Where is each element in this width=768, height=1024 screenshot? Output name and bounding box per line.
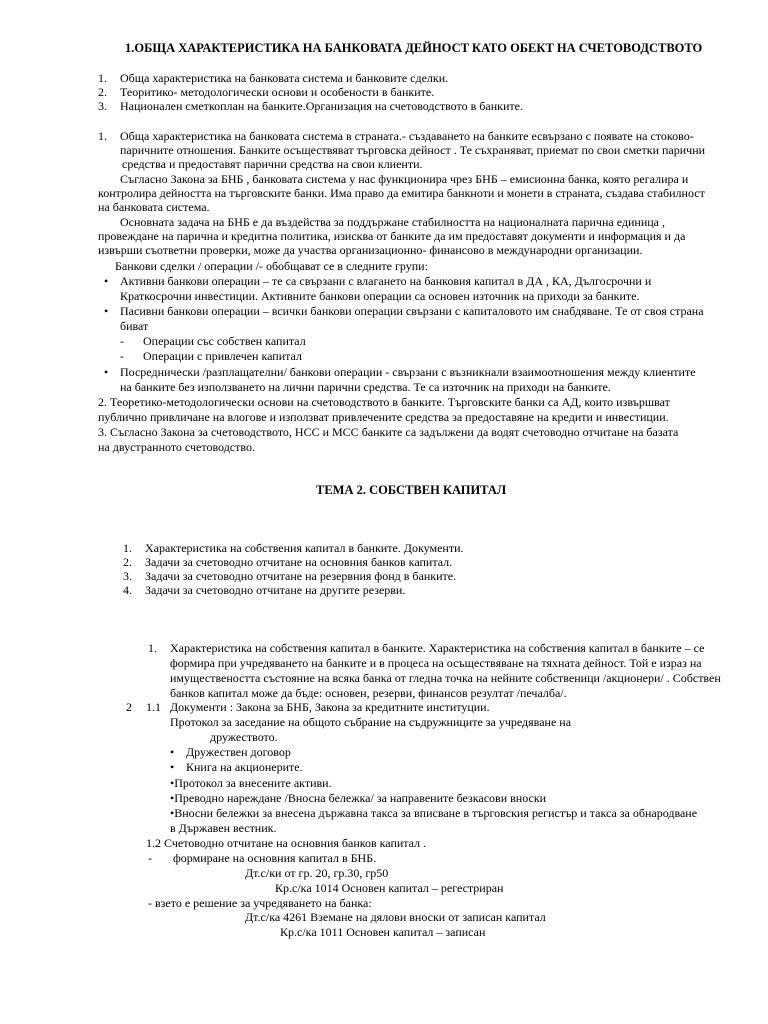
sec2-entryB1: Дт.с/ка 4261 Вземане на дялови вноски от записан капитал bbox=[245, 910, 546, 924]
sec2-dashB: - взето е решение за учредяването на банка: bbox=[148, 896, 372, 910]
sec1-bullet1-line2: Краткосрочни инвестиции. Активните банкови операции са основен източник на приходи за банките. bbox=[120, 289, 640, 303]
sec1-p2-line1: Съгласно Закона за БНБ , банковата система у нас функционира чрез БНБ – емисионна банка, която регалира и bbox=[120, 172, 689, 186]
sec2-margin-num: 2 bbox=[126, 700, 132, 714]
toc2-item-2: Задачи за счетоводно отчитане на основния банков капитал. bbox=[145, 555, 453, 569]
sec1-p6-line2: на двустранното счетоводство. bbox=[98, 440, 255, 454]
dash-glyph: - bbox=[120, 334, 124, 348]
toc2-num-1: 1. bbox=[123, 541, 132, 555]
sec2-p1-line4: банков капитал може да бъде: основен, резерви, финансов резултат /печалба/. bbox=[170, 686, 567, 700]
sec2-doc-1: • Дружествен договор bbox=[186, 745, 291, 760]
toc2-num-4: 4. bbox=[123, 583, 132, 597]
sec2-entryA2: Кр.с/ка 1014 Основен капитал – регестриран bbox=[275, 881, 504, 895]
sec1-bullet2-line2: биват bbox=[120, 319, 149, 333]
toc1-num-3: 3. bbox=[98, 99, 107, 113]
toc2-item-4: Задачи за счетоводно отчитане на другите резерви. bbox=[145, 583, 406, 597]
sec2-doc-5-line2: в Държавен вестник. bbox=[170, 821, 277, 835]
page-title: 1.ОБЩА ХАРАКТЕРИСТИКА НА БАНКОВАТА ДЕЙНОСТ КАТО ОБЕКТ НА СЧЕТОВОДСТВОТО bbox=[125, 41, 703, 55]
sec2-protocol-line1: Протокол за заседание на общото събрание на съдружниците за учредяване на bbox=[170, 715, 572, 729]
sec1-p5-line1: 2. Теоретико-методологически основи на счетоводството в банките. Търговските банки са АД, които извършват bbox=[98, 395, 670, 409]
sec1-bullet3-line1: • Посреднически /разплащателни/ банкови операции - свързани с възникнали взаимоотношения между клиентите bbox=[120, 365, 696, 380]
sec2-p1-line1: Характеристика на собствения капитал в банките. Характеристика на собствения капитал в банките – се bbox=[170, 641, 705, 655]
sec1-dash2: Операции с привлечен капитал bbox=[143, 349, 302, 363]
dash-glyph: - bbox=[148, 851, 152, 865]
sec2-doc-2: • Книга на акционерите. bbox=[186, 760, 303, 775]
sec1-bullet1-line1: • Активни банкови операции – те са свързани с влагането на банковия капитал в ДА , КА, Дългосрочни и bbox=[120, 274, 651, 289]
sec2-sub11-text: Документи : Закона за БНБ, Закона за кредитните институции. bbox=[170, 700, 490, 714]
sec2-doc-3: •Протокол за внесените активи. bbox=[170, 776, 332, 790]
sec1-p2-line2: контролира дейността на търговските банки. Има право да емитира банкноти и монети в страната, създава стабилност bbox=[98, 186, 705, 200]
toc1-num-2: 2. bbox=[98, 85, 107, 99]
sec1-num: 1. bbox=[98, 129, 107, 143]
sec2-p1-line2: формира при учредяването на банките и в процеса на осъществяване на тяхната дейност. Той е израз на bbox=[170, 656, 702, 670]
sec1-p4: Банкови сделки / операции /- обобщават се в следните групи: bbox=[115, 259, 428, 273]
sec1-p3-line3: извърши съответни проверки, може да участва организационно- финансово в международни организации. bbox=[98, 243, 643, 257]
toc2-item-3: Задачи за счетоводно отчитане на резервния фонд в банките. bbox=[145, 569, 457, 583]
dash-glyph: - bbox=[120, 349, 124, 363]
sec1-p2-line3: на банковата система. bbox=[98, 200, 210, 214]
sec1-p1-line2: паричните отношения. Банките осъществяват търговска дейност . Те съхраняват, приемат по свои сметки парични bbox=[120, 143, 706, 157]
sec2-p1-line3: имуществеността състояние на всяка банка от гледна точка на нейните собственици /акционери/ . Собствен bbox=[170, 671, 721, 685]
toc2-num-3: 3. bbox=[123, 569, 132, 583]
sec2-sub11-num: 1.1 bbox=[146, 700, 161, 714]
sec1-p3-line1: Основната задача на БНБ е да въздейства за поддържане стабилността на националната парична единица , bbox=[120, 215, 665, 229]
sec1-p1-line1: Обща характеристика на банковата система в страната.- създаването на банките есвързано с появате на стоково- bbox=[120, 129, 694, 143]
sec2-entryB2: Кр.с/ка 1011 Основен капитал – записан bbox=[280, 925, 486, 939]
sec2-protocol-line2: дружеството. bbox=[210, 730, 278, 744]
sec2-doc-5-line1: •Вносни бележки за внесена държавна такса за вписване в търговския регистър и такса за обнародване bbox=[170, 806, 698, 820]
sec1-p5-line2: публично привличане на влогове и използват привлечените средства за предоставяне на кредити и инвестиции. bbox=[98, 410, 669, 424]
sec1-p6-line1: 3. Съгласно Закона за счетоводството, НСС и МСС банките са задължени да водят счетоводно отчитане на базата bbox=[98, 425, 679, 439]
toc1-item-2: Теоритико- методологически основи и особености в банките. bbox=[120, 85, 435, 99]
toc2-num-2: 2. bbox=[123, 555, 132, 569]
tema2-title: ТЕМА 2. СОБСТВЕН КАПИТАЛ bbox=[316, 483, 507, 497]
sec2-sub12: 1.2 Счетоводно отчитане на основния банков капитал . bbox=[146, 836, 427, 850]
sec1-dash1: Операции със собствен капитал bbox=[143, 334, 306, 348]
toc1-item-1: Обща характеристика на банковата система и банковите сделки. bbox=[120, 71, 449, 85]
sec1-p1-line3: средства и предоставят парични средства на свои клиенти. bbox=[122, 157, 423, 171]
sec2-doc-4: •Преводно нареждане /Вносна бележка/ за направените безкасови вноски bbox=[170, 791, 547, 805]
sec1-bullet2-line1: • Пасивни банкови операции – всички банкови операции свързани с капиталовото им снабдяване. Те от своя страна bbox=[120, 304, 704, 319]
sec2-dashA: формиране на основния капитал в БНБ. bbox=[173, 851, 377, 865]
toc1-item-3: Национален сметкоплан на банките.Организация на счетоводството в банките. bbox=[120, 99, 523, 113]
toc2-item-1: Характеристика на собствения капитал в банките. Документи. bbox=[145, 541, 464, 555]
sec2-num: 1. bbox=[148, 641, 157, 655]
toc1-num-1: 1. bbox=[98, 71, 107, 85]
sec1-p3-line2: провеждане на парична и кредитна политика, изисква от банките да им предоставят документи и информация и да bbox=[98, 229, 686, 243]
sec1-bullet3-line2: на банките без използването на лични парични средства. Те са източник на приходи на банките. bbox=[120, 380, 611, 394]
sec2-entryA1: Дт.с/ки от гр. 20, гр.30, гр50 bbox=[245, 866, 389, 880]
